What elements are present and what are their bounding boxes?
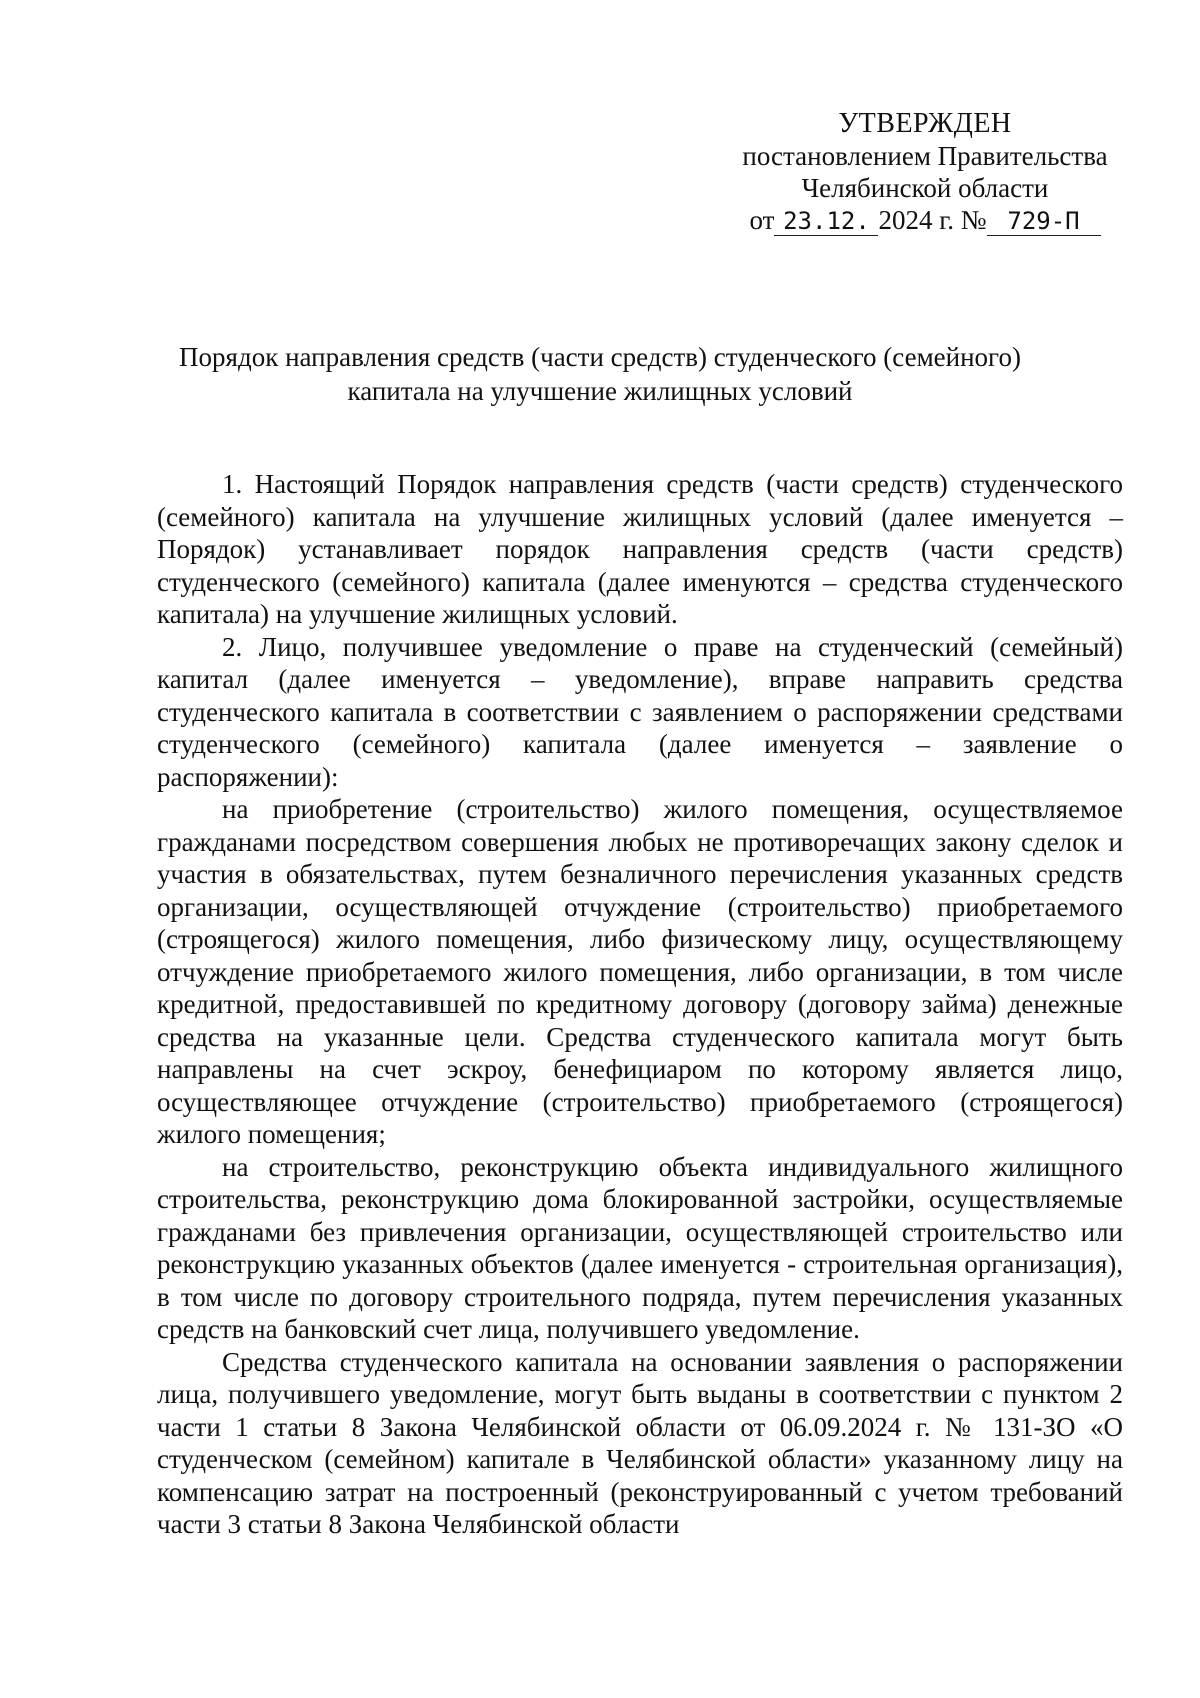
- approval-line-2: Челябинской области: [801, 173, 1049, 203]
- title-line-1: Порядок направления средств (части средств) студенческого (семейного): [179, 342, 1021, 372]
- approval-date-line: [730, 204, 1120, 236]
- document-title: [150, 340, 1050, 408]
- paragraph-2: 2. Лицо, получившее уведомление о праве на студенческий (семейный) капитал (далее именуется – уведомление), вправе направить средства студенческого капитала в соответствии с заявлением о распоряжении средствами студенческого (семейного) капитала (далее именуется – заявление о распоряжении):: [157, 631, 1123, 792]
- approved-heading: УТВЕРЖДЕН: [838, 108, 1012, 139]
- number-field: 729-П: [987, 207, 1101, 236]
- document-body: [157, 468, 1123, 1541]
- approval-stamp: [730, 108, 1120, 236]
- paragraph-5: Средства студенческого капитала на основании заявления о распоряжении лица, получившего уведомление, могут быть выданы в соответствии с пунктом 2 части 1 статьи 8 Закона Челябинской области от 06.09.2024 г. № 131-ЗО «О студенческом (семейном) капитале в Челябинской области» указанному лицу на компенсацию затрат на построенный (реконструированный с учетом требований части 3 статьи 8 Закона Челябинской области: [157, 1346, 1123, 1539]
- date-prefix: от: [749, 205, 775, 235]
- paragraph-3: на приобретение (строительство) жилого помещения, осуществляемое гражданами посредством совершения любых не противоречащих закону сделок и участия в обязательствах, путем безналичного перечисления указанных средств организации, осуществляющей отчуждение (строительство) приобретаемого (строящегося) жилого помещения, либо физическому лицу, осуществляющему отчуждение приобретаемого жилого помещения, либо организации, в том числе кредитной, предоставившей по кредитному договору (договору займа) денежные средства на указанные цели. Средства студенческого капитала могут быть направлены на счет эскроу, бенефициаром по которому является лицо, осуществляющее отчуждение (строительство) приобретаемого (строящегося) жилого помещения;: [157, 794, 1123, 1149]
- approval-line-1: постановлением Правительства: [742, 141, 1108, 171]
- title-line-2: капитала на улучшение жилищных условий: [347, 376, 853, 406]
- paragraph-4: на строительство, реконструкцию объекта индивидуального жилищного строительства, реконструкцию дома блокированной застройки, осуществляемые гражданами без привлечения организации, осуществляющей строительство или реконструкцию указанных объектов (далее именуется - строительная организация), в том числе по договору строительного подряда, путем перечисления указанных средств на банковский счет лица, получившего уведомление.: [157, 1151, 1123, 1344]
- date-year: 2024 г. №: [878, 205, 987, 235]
- date-field: 23.12.: [774, 207, 878, 236]
- paragraph-1: 1. Настоящий Порядок направления средств (части средств) студенческого (семейного) капитала на улучшение жилищных условий (далее именуется – Порядок) устанавливает порядок направления средств (части средств) студенческого (семейного) капитала (далее именуются – средства студенческого капитала) на улучшение жилищных условий.: [157, 469, 1123, 629]
